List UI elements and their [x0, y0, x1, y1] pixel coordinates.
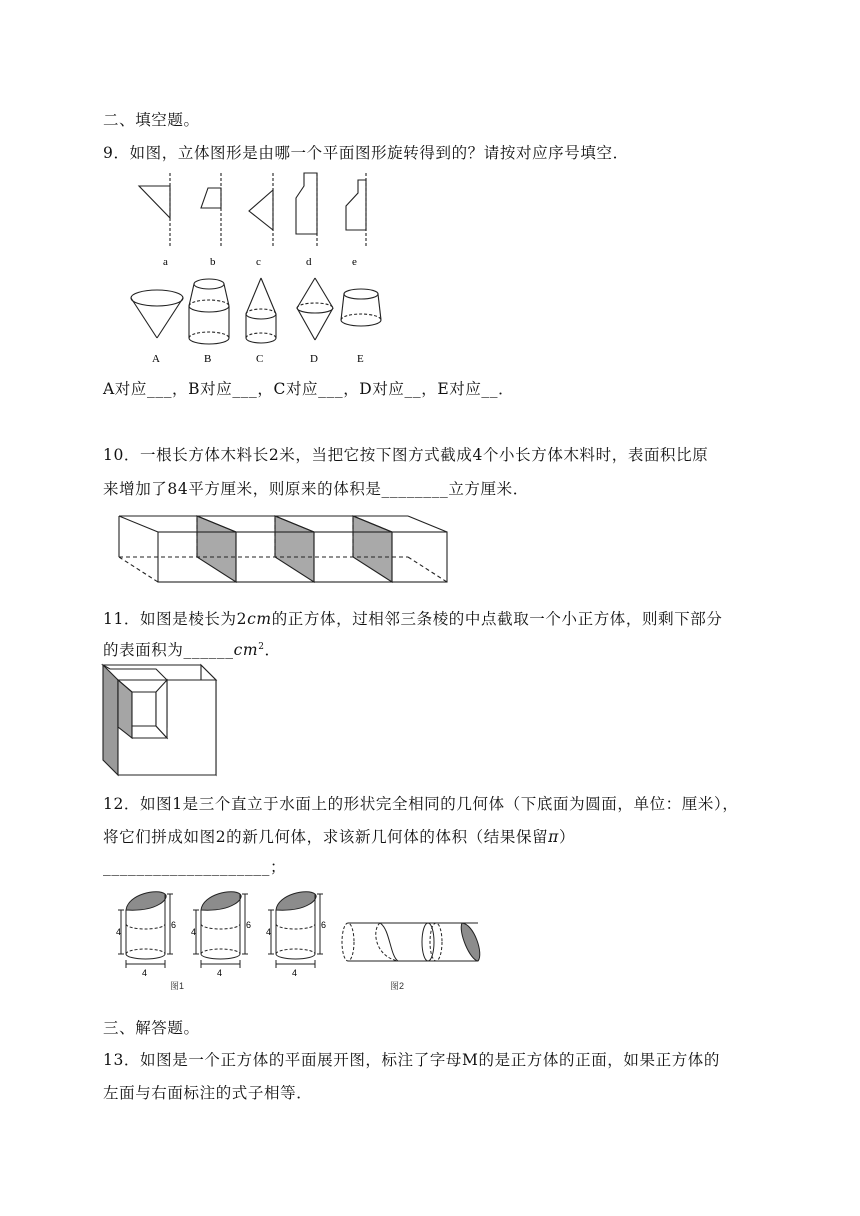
- fig1-height-tall-1: 6: [171, 920, 177, 930]
- fig1-height-short-2: 4: [191, 927, 197, 937]
- q11-line-2-end: ．: [264, 641, 281, 659]
- fig1-diameter-1: 4: [142, 968, 148, 978]
- q11-cube-figure: [102, 664, 220, 776]
- q12-pi: π: [548, 828, 559, 846]
- q9-solid-figures: [125, 276, 395, 366]
- q12-line-2-end: ）: [558, 828, 576, 846]
- solid-label-b: B: [204, 353, 212, 365]
- section-heading-fill-in: 二、填空题。: [103, 111, 200, 129]
- fig2-caption: 图2: [390, 981, 405, 991]
- plane-label-d: d: [306, 256, 312, 268]
- q11-line-2-start: 的表面积为______: [103, 641, 234, 659]
- q13-line-1: 13．如图是一个正方体的平面展开图，标注了字母M的是正方体的正面，如果正方体的: [103, 1051, 720, 1069]
- q12-answer-blank: ____________________；: [103, 858, 287, 876]
- solid-label-c: C: [256, 353, 264, 365]
- q12-figures: [118, 884, 488, 994]
- q12-line-2-text: 将它们拼成如图2的新几何体，求该新几何体的体积（结果保留: [103, 828, 549, 846]
- fig1-height-tall-2: 6: [246, 920, 252, 930]
- fig1-height-short-3: 4: [266, 927, 272, 937]
- fig1-caption: 图1: [170, 981, 185, 991]
- q9-stem: 9．如图，立体图形是由哪一个平面图形旋转得到的？请按对应序号填空．: [103, 144, 629, 162]
- q11-area-exponent: 2: [258, 641, 265, 652]
- q11-line-1-start: 11．如图是棱长为2: [103, 610, 248, 628]
- q9-answer-line: A对应___，B对应___，C对应___，D对应__，E对应__．: [103, 380, 515, 398]
- q10-cuboid-figure: [108, 512, 458, 587]
- q10-line-1: 10．一根长方体木料长2米，当把它按下图方式截成4个小长方体木料时，表面积比原: [103, 446, 709, 464]
- fig1-height-tall-3: 6: [321, 920, 327, 930]
- plane-label-c: c: [256, 256, 261, 268]
- q12-line-2: [103, 825, 575, 847]
- q11-line-1-end: 的正方体，过相邻三条棱的中点截取一个小正方体，则剩下部分: [271, 610, 723, 628]
- section-heading-answers: 三、解答题。: [103, 1019, 200, 1037]
- fig1-height-short-1: 4: [116, 927, 122, 937]
- plane-label-e: e: [352, 256, 357, 268]
- q11-line-2: [103, 638, 281, 660]
- q11-area-unit: cm: [233, 641, 259, 659]
- solid-label-a: A: [152, 353, 160, 365]
- fig1-diameter-3: 4: [292, 968, 298, 978]
- q11-unit: cm: [247, 610, 272, 628]
- solid-label-d: D: [310, 353, 318, 365]
- fig1-diameter-2: 4: [217, 968, 223, 978]
- q10-line-2: 来增加了84平方厘米，则原来的体积是________立方厘米．: [103, 480, 529, 498]
- solid-label-e: E: [357, 353, 364, 365]
- q9-plane-figures: [125, 168, 385, 268]
- plane-label-a: a: [163, 256, 168, 268]
- plane-label-b: b: [210, 256, 216, 268]
- q11-line-1: [103, 607, 723, 629]
- q12-line-1: 12．如图1是三个直立于水面上的形状完全相同的几何体（下底面为圆面，单位：厘米），: [103, 795, 739, 813]
- q13-line-2: 左面与右面标注的式子相等．: [103, 1084, 313, 1102]
